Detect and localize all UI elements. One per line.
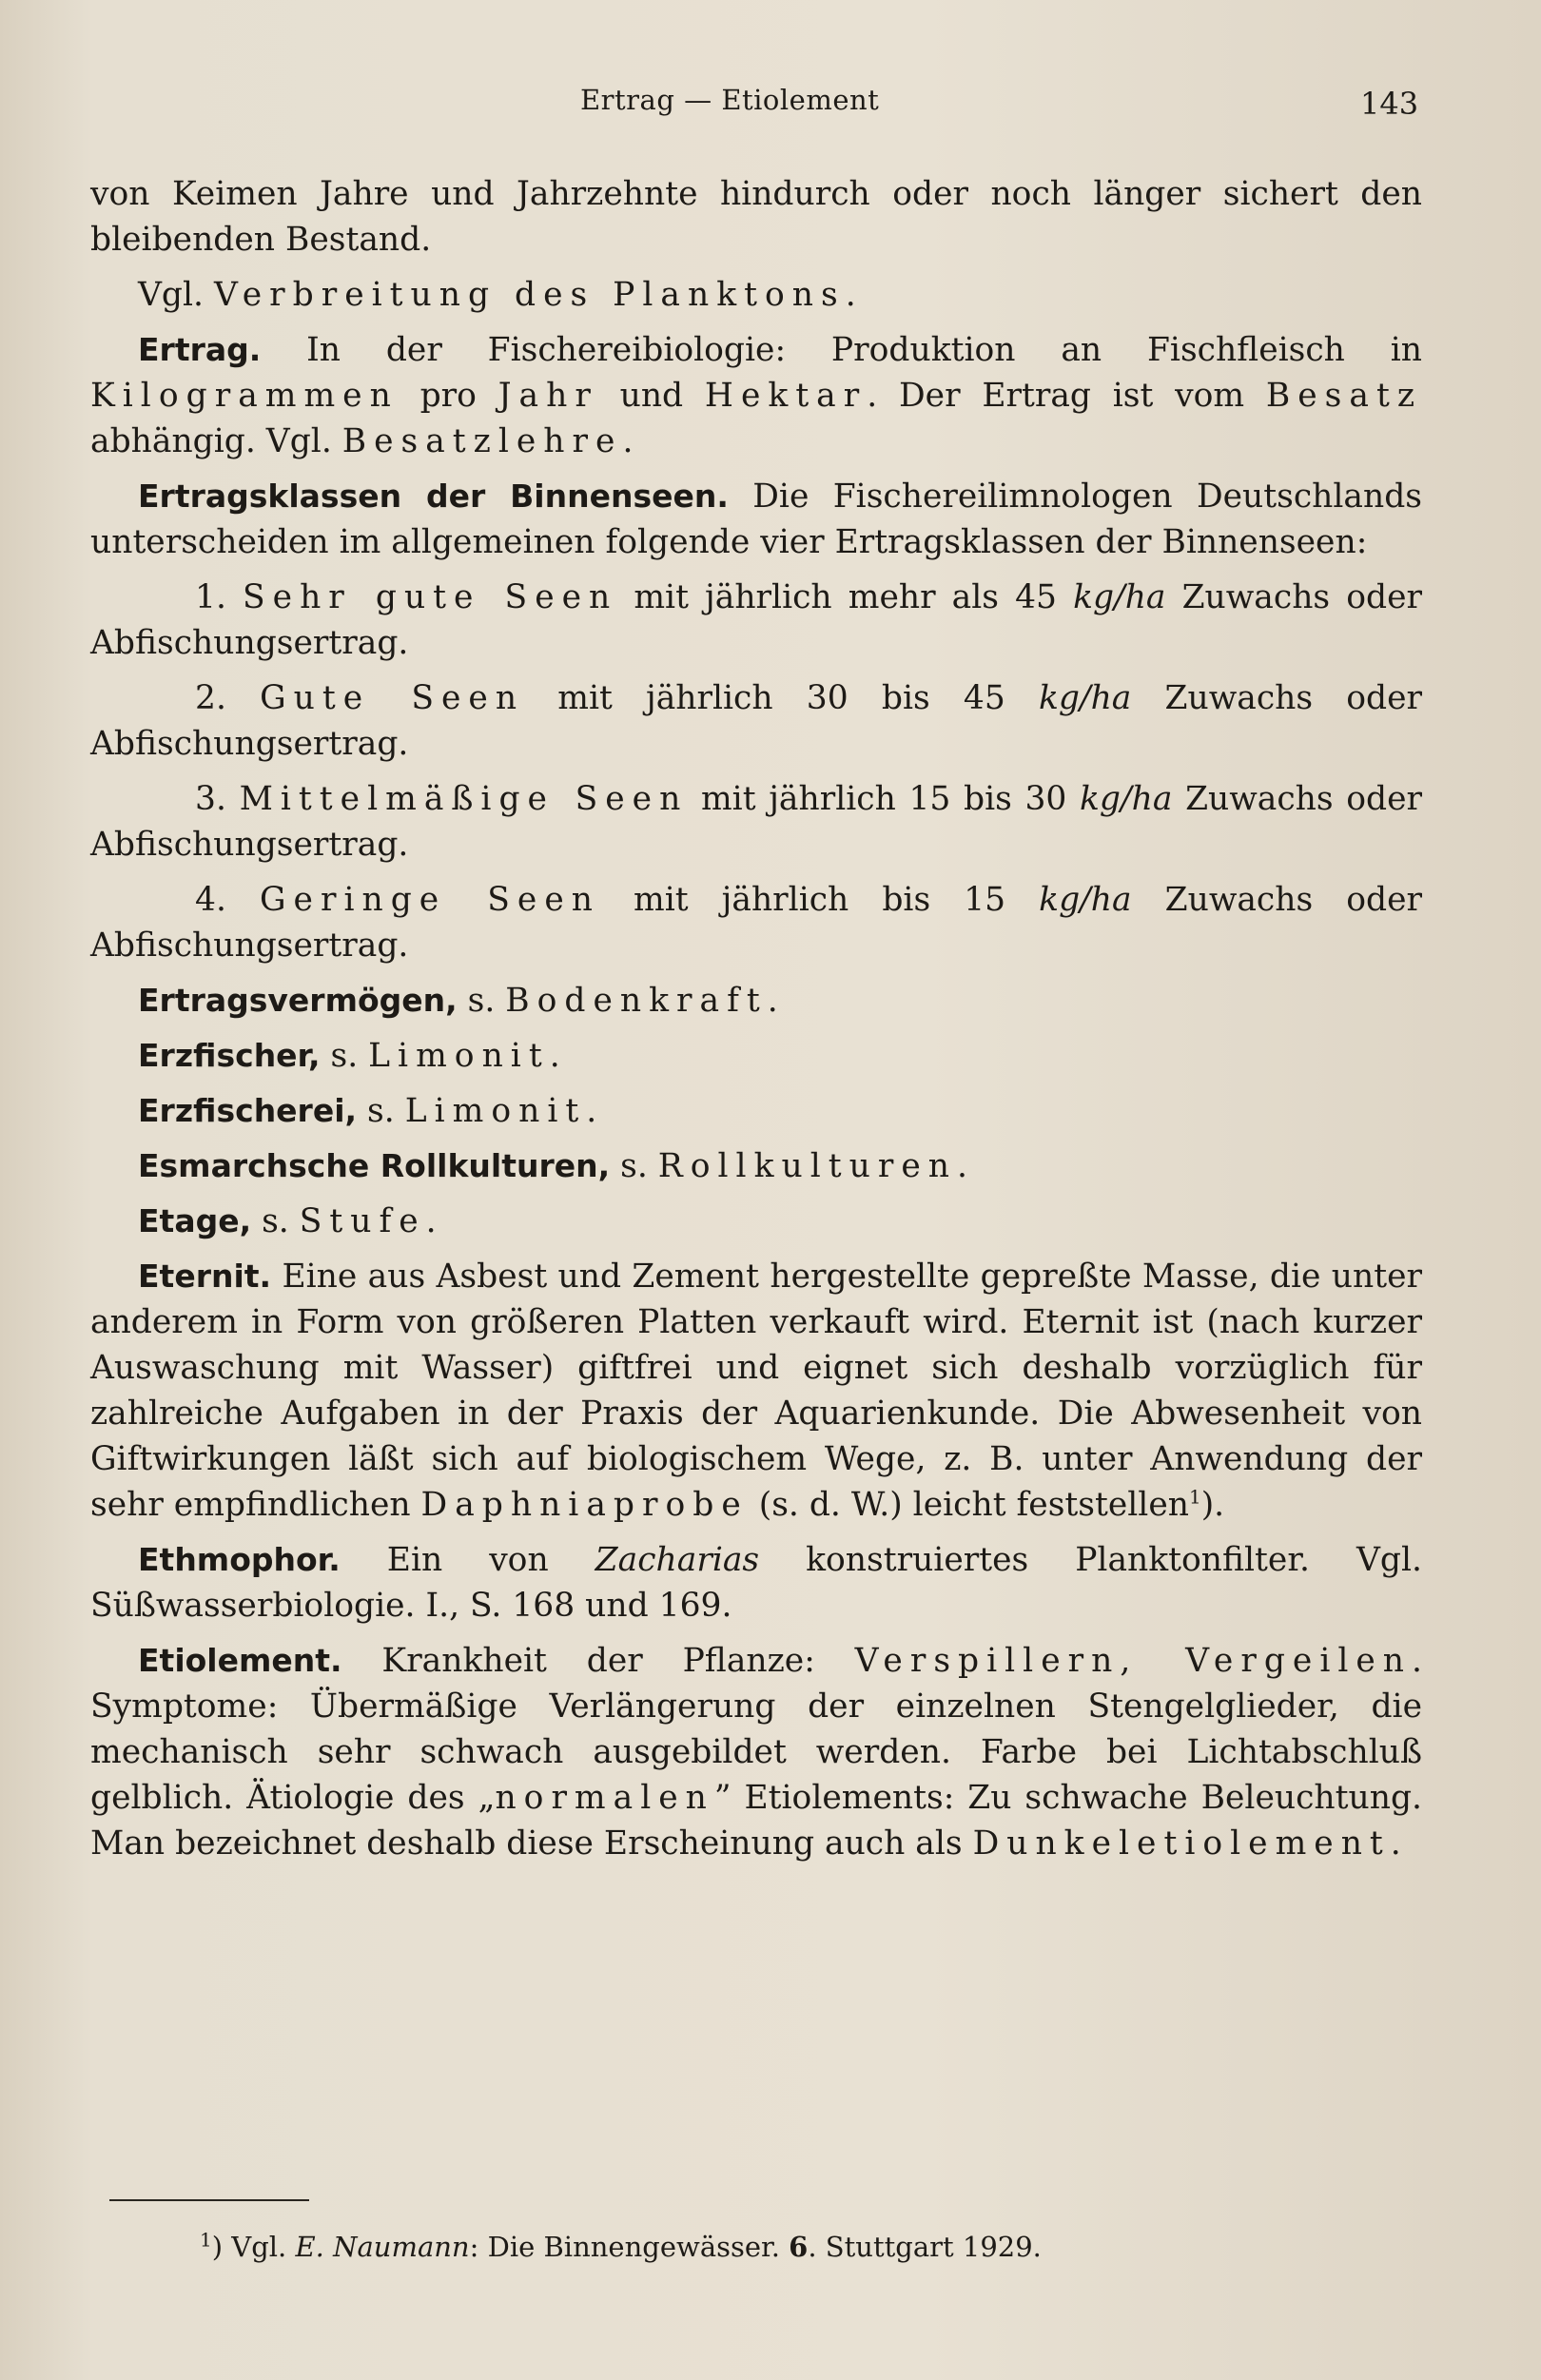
headword: Esmarchsche Rollkulturen, [138,1147,611,1184]
headword: Etage, [138,1202,252,1239]
footnote: $^1$) Vgl. E. Naumann: Die Binnengewässer. 6. Stuttgart 1929. [200,2228,1042,2263]
headword: Etiolement. [138,1642,342,1679]
page-header [0,84,1541,131]
author-name: Zacharias [595,1541,760,1579]
volume-number: 6 [789,2231,809,2263]
entry-ertragsklassen: Ertragsklassen der Binnenseen. Die Fischereilimnologen Deutschlands unterscheiden im allgemeinen folgende vier Ertragsklassen der Binnenseen: [90,478,1422,561]
spaced-term: Daphniaprobe [420,1486,749,1524]
spaced-term: Mittelmäßige Seen [239,780,689,818]
spaced-term: Besatzlehre [341,422,623,460]
page-number: 143 [1360,86,1419,122]
headword: Ertragsvermögen, [138,982,458,1019]
spaced-term: Sehr gute Seen [243,578,618,616]
entry-etage: Etage, s. Stufe. [138,1202,437,1240]
headword: Eternit. [138,1258,272,1295]
headword: Ethmophor. [138,1541,341,1578]
headword: Ertrag. [138,331,262,368]
spaced-term: Bodenkraft [505,982,768,1020]
entry-erzfischerei: Erzfischerei, s. Limonit. [138,1092,597,1130]
spaced-term: Rollkulturen [657,1147,957,1185]
entry-ertrag: Ertrag. In der Fischereibiologie: Produktion an Fischfleisch in Kilogrammen pro Jahr und Hektar. Der Ertrag ist vom Besatz abhängig. Vgl. Besatzlehre. [90,331,1422,460]
entry-eternit: Eternit. Eine aus Asbest und Zement hergestellte gepreßte Masse, die unter anderem in Form von größeren Platten verkauft wird. Eternit ist (nach kurzer Auswaschung mit Wasser) giftfrei und eignet sich deshalb vorzüglich für zahlreiche Aufgaben in der Praxis der Aquarienkunde. Die Abwesenheit von Giftwirkungen läßt sich auf biologischem Wege, z. B. unter Anwendung der sehr empfindlichen Daphniaprobe (s. d. W.) leicht feststellen$^1$). [90,1258,1422,1524]
spaced-term: normalen [495,1779,714,1817]
page-body [90,171,1422,1876]
entry-etiolement: Etiolement. Krankheit der Pflanze: Verspillern, Vergeilen. Symptome: Übermäßige Verlängerung der einzelnen Stengelglieder, die mechanisch sehr schwach ausgebildet werden. Farbe bei Lichtabschluß gelblich. Ätiologie des „normalen” Etiolements: Zu schwache Beleuchtung. Man bezeichnet deshalb diese Erscheinung auch als Dunkeletiolement. [90,1642,1423,1863]
entry-ethmophor: Ethmophor. Ein von Zacharias konstruiertes Planktonfilter. Vgl. Süßwasserbiologie. I., S. 168 und 169. [90,1541,1422,1625]
unit: kg/ha [1038,679,1132,717]
spaced-term: Geringe Seen [259,881,600,919]
spaced-term: Verbreitung des Planktons [213,276,846,314]
spaced-term: Jahr [497,377,598,415]
spaced-term: Hektar [704,377,868,415]
footnote-marker: 1 [1188,1485,1201,1509]
entry-esmarchsche-rollkulturen: Esmarchsche Rollkulturen, s. Rollkulturen. [138,1147,967,1185]
spaced-term: Gute Seen [260,679,525,717]
list-item: 3. Mittelmäßige Seen mit jährlich 15 bis 30 kg/ha Zuwachs oder Abfischungsertrag. [90,780,1423,864]
spaced-term: Limonit [368,1037,550,1075]
unit: kg/ha [1039,881,1132,919]
list-item: 2. Gute Seen mit jährlich 30 bis 45 kg/ha Zuwachs oder Abfischungsertrag. [90,679,1423,763]
footnote-divider [109,2199,309,2201]
spaced-term: Stufe [299,1202,426,1240]
author-name: E. Naumann [295,2231,470,2263]
headword: Erzfischer, [138,1037,321,1074]
spaced-term: Verspillern, Vergeilen [854,1642,1413,1680]
paragraph-continuation: von Keimen Jahre und Jahrzehnte hindurch oder noch länger sichert den bleibenden Bestand. [90,175,1422,259]
entry-ertragsvermoegen: Ertragsvermögen, s. Bodenkraft. [138,982,778,1020]
unit: kg/ha [1080,780,1173,818]
unit: kg/ha [1073,578,1166,616]
headword: Ertragsklassen der Binnenseen. [138,478,729,515]
running-title: Ertrag — Etiolement [580,84,880,116]
list-item: 4. Geringe Seen mit jährlich bis 15 kg/ha Zuwachs oder Abfischungsertrag. [90,881,1422,965]
entry-erzfischer: Erzfischer, s. Limonit. [138,1037,560,1075]
headword: Erzfischerei, [138,1092,358,1129]
list-item: 1. Sehr gute Seen mit jährlich mehr als 45 kg/ha Zuwachs oder Abfischungsertrag. [90,578,1422,662]
spaced-term: Besatz [1265,377,1422,415]
paragraph-reference: Vgl. Verbreitung des Planktons. [138,276,856,314]
footnote-marker: 1 [200,2228,212,2252]
spaced-term: Dunkeletiolement [972,1824,1391,1863]
spaced-term: Kilogrammen [90,377,399,415]
spaced-term: Limonit [404,1092,587,1130]
